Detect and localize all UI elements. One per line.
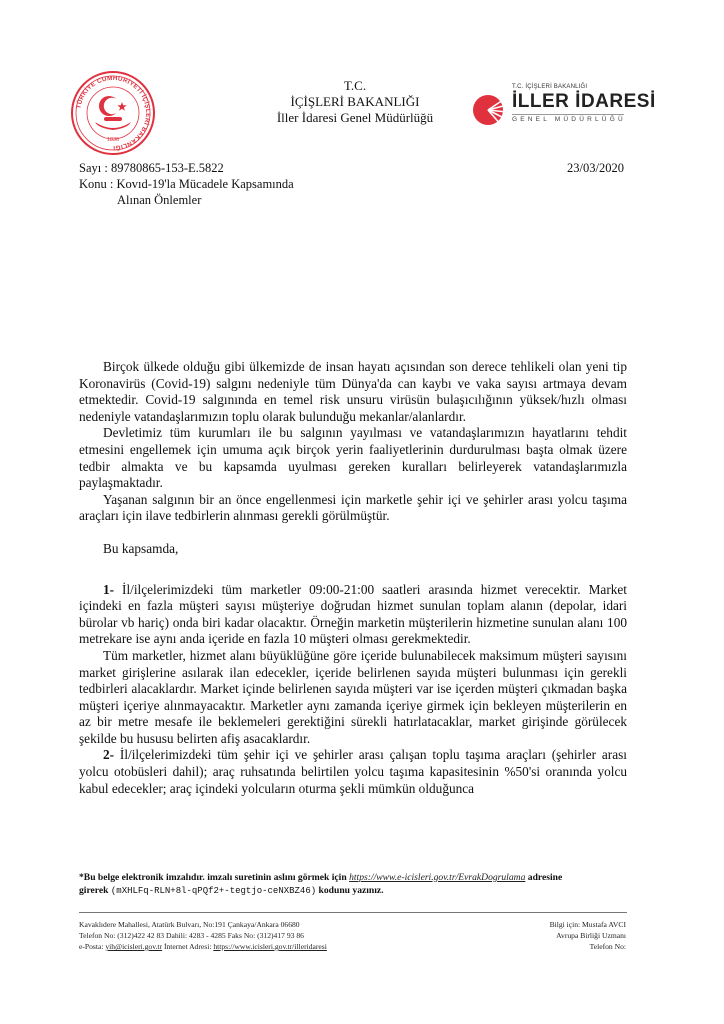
- item-1-number: 1-: [103, 581, 115, 597]
- phone-line: Telefon No: (312)422 42 83 Dahili: 4283 - 4285 Faks No: (312)417 93 86: [79, 931, 304, 940]
- contact-line: [79, 941, 327, 952]
- website-link[interactable]: https://www.icisleri.gov.tr/illeridaresi: [213, 942, 327, 951]
- footer-divider: [79, 912, 627, 913]
- contact-person: Bilgi için: Mustafa AVCI: [549, 920, 626, 929]
- seal-year: 1836: [106, 137, 120, 143]
- document-date: 23/03/2020: [567, 161, 624, 175]
- esig-text-1: *Bu belge elektronik imzalıdır. imzalı suretinin aslını görmek için: [79, 872, 350, 883]
- logo-subtext: GENEL MÜDÜRLÜĞÜ: [512, 116, 626, 123]
- iller-idaresi-logo: [472, 84, 656, 130]
- item-1-text: İl/ilçelerimizdeki tüm marketler 09:00-21:00 saatleri arasında hizmet verecektir. Market içindeki en fazla müşteri sayısı müşteriye doğrudan hizmet sunulan toplam alanın (depolar, idari bürolar vb hariç) onda biri kadar olacaktır. Örneğin marketin müşterilerin hizmetine sunulan alanı 100 metrekare ise aynı anda içeride en fazla 10 müşteri olması gerekmektedir.: [79, 581, 627, 647]
- item-2-text: İl/ilçelerimizdeki tüm şehir içi ve şehirler arası çalışan toplu taşıma araçları (şehirler arası yolcu otobüsleri dahil); araç ruhsatında belirtilen yolcu taşıma kapasitesinin %50'si oranında yolcu kabul edecekler; araç içindeki yolcuların oturma şekli mümkün olduğunca: [79, 747, 627, 796]
- verification-link[interactable]: https://www.e-icisleri.gov.tr/EvrakDogrulama: [349, 872, 526, 883]
- contact-person-block: [520, 919, 626, 952]
- document-subject: Konu : Kovıd-19'la Mücadele Kapsamında: [79, 177, 294, 191]
- sunburst-icon: [472, 92, 508, 128]
- document-subject-cont: Alınan Önlemler: [117, 193, 202, 207]
- paragraph-3: Yaşanan salgının bir an önce engellenmesi için marketle şehir içi ve şehirler arası yolcu taşıma araçları için ilave tedbirlerin alınması gerekli görülmüştür.: [79, 491, 627, 524]
- contact-title: Avrupa Birliği Uzmanı: [556, 931, 626, 940]
- item-2-number: 2-: [103, 747, 115, 763]
- esig-text-3: girerek: [79, 885, 111, 896]
- header-directorate: İller İdaresi Genel Müdürlüğü: [276, 110, 434, 125]
- paragraph-4: Bu kapsamda,: [103, 540, 179, 556]
- header-ministry: İÇİŞLERİ BAKANLIĞI: [290, 94, 420, 109]
- email-link[interactable]: yih@icisleri.gov.tr: [105, 942, 163, 951]
- logo-superscript: T.C. İÇİŞLERİ BAKANLIĞI: [512, 84, 588, 90]
- esig-text-4: kodunu yazınız.: [316, 885, 384, 896]
- seal-text: TÜRKİYE CUMHURİYETİ İÇİŞLERİ BAKANLIĞI: [75, 74, 152, 152]
- ministry-seal-logo: [70, 70, 156, 156]
- letter-body: [79, 359, 627, 797]
- letterhead-title: [250, 78, 460, 126]
- paragraph-2: Devletimiz tüm kurumları ile bu salgının yayılması ve vatandaşlarımızın hayatlarını tehdit etmesini engellemek için umuma açık birçok yerin faaliyetlerinin durdurulması başta olmak üzere tedbir almakta ve bu kapsamda uyulması gereken kuralları belirleyerek vatandaşlarımızla paylaşmaktadır.: [79, 425, 627, 491]
- document-number: Sayı : 89780865-153-E.5822: [79, 161, 224, 175]
- web-label: İnternet Adresi:: [162, 942, 214, 951]
- verification-code: (mXHLFq-RLN+8l-qPQf2+-tegtjo-ceNXBZ46): [110, 886, 317, 896]
- paragraph-6: Tüm marketler, hizmet alanı büyüklüğüne göre içeride bulunabilecek maksimum müşteri sayısını market girişlerine asılarak ilan edecekler, içeride belirlenen sayıda müşteri bulunması için gerekli tedbirleri alacaklardır. Market içinde belirlenen sayıda müşteri var ise içerden müşteri çıkmadan başka müşteri içeriye alınmayacaktır. Marketler aynı zamanda içeriye girmek için bekleyen müşterilerin en az bir metre mesafe ile beklemeleri gerektiğini sürekli hatırlatacaklar, market girişinde görülecek şekilde bu hususu belirten afiş asacaklardır.: [79, 647, 627, 746]
- e-signature-note: [79, 871, 627, 898]
- esig-text-2: adresine: [525, 872, 563, 883]
- address-line: Kavaklıdere Mahallesi, Atatürk Bulvarı, No:191 Çankaya/Ankara 06680: [79, 920, 300, 929]
- header-tc: T.C.: [343, 78, 367, 93]
- address-block: [79, 919, 327, 952]
- email-label: e-Posta:: [79, 942, 106, 951]
- contact-phone: Telefon No:: [589, 942, 626, 951]
- paragraph-item-2: [79, 747, 627, 797]
- logo-main-text: İLLER İDARESİ: [512, 91, 656, 112]
- paragraph-1: Birçok ülkede olduğu gibi ülkemizde de insan hayatı açısından son derece tehlikeli olan yeni tip Koronavirüs (Covid-19) salgını nedeniyle tüm Dünya'da can kaybı ve vaka sayısı artmaya devam etmektedir. Covid-19 salgınında en temel risk unsuru virüsün bulaşıcılığının yüksek/hızlı olması nedeniyle vatandaşlarımızın toplu olarak bulunduğu mekanlar/alanlardır.: [79, 359, 627, 424]
- paragraph-item-1: [79, 582, 627, 648]
